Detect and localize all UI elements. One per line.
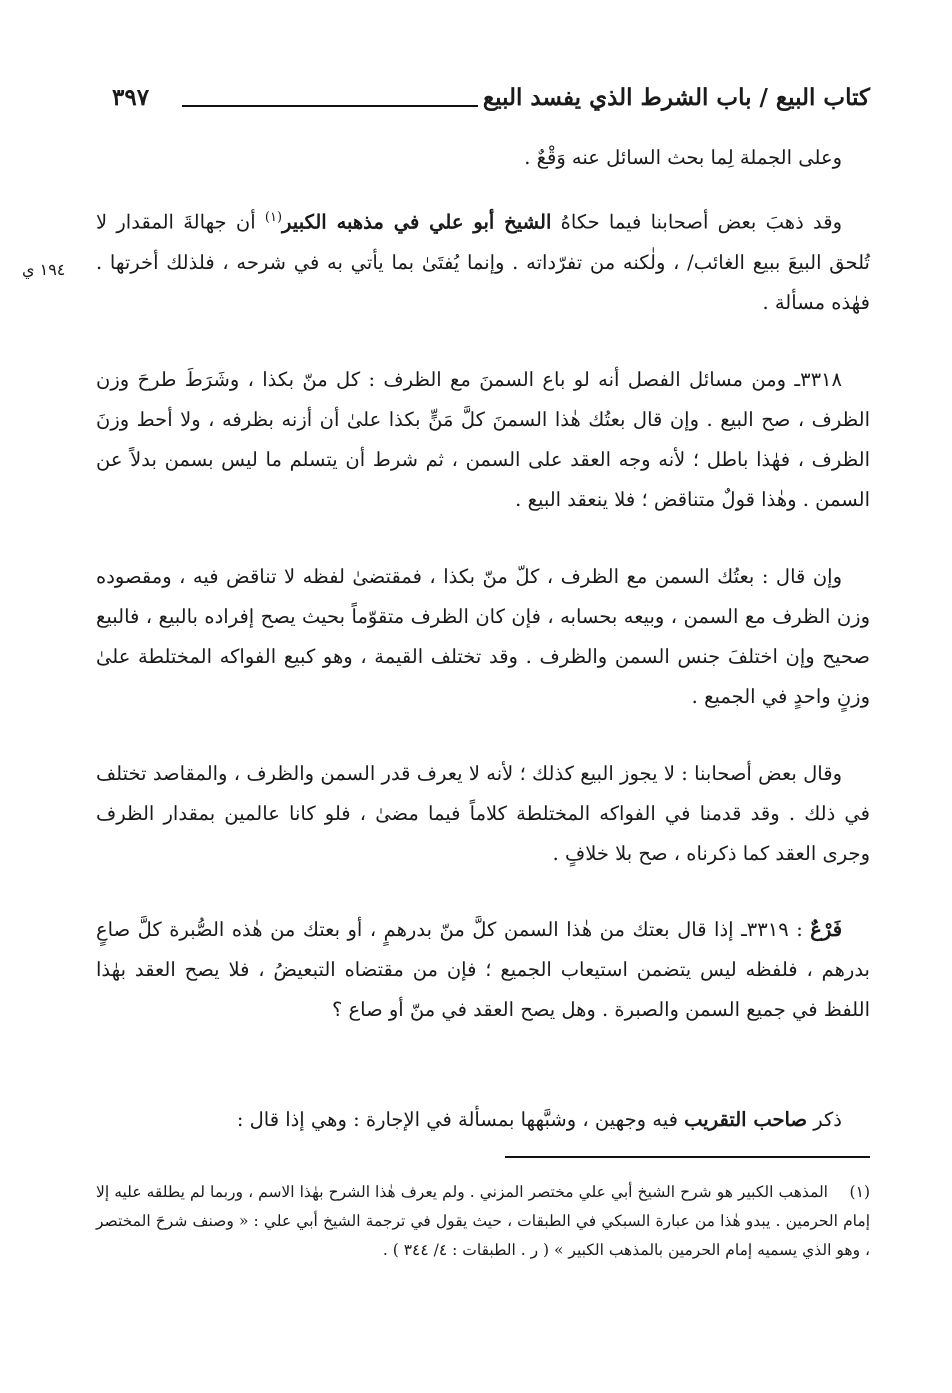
paragraph-5-text: وقال بعض أصحابنا : لا يجوز البيع كذلك ؛ لأنه لا يعرف قدر السمن والظرف ، والمقاصد تختلف في ذلك . وقد قدمنا في الفواكه المختلطة كلاماً فيما مضىٰ ، فلو كانا عالمين بمقدار الظرف وجرى العقد كما ذكرناه ، صح بلا خلافٍ . bbox=[96, 762, 870, 865]
paragraph-2-text-a: وقد ذهبَ بعض أصحابنا فيما حكاهُ bbox=[551, 210, 842, 234]
paragraph-3-text: ٣٣١٨ـ ومن مسائل الفصل أنه لو باع السمنَ مع الظرف : كل منّ بكذا ، وشَرَطَ طرحَ وزن الظرف ، صح البيع . وإن قال بعتُك هٰذا السمنَ كلَّ مَنٍّ بكذا علىٰ أن أزنه بظرفه ، ولا أحط وزنَ الظرف ، فهٰذا باطل ؛ لأنه وجه العقد على السمن ، ثم شرط أن يتسلم ما ليس بسمن بدلاً عن السمن . وهٰذا قولٌ متناقض ؛ فلا ينعقد البيع . bbox=[96, 368, 870, 511]
footnote-number: (١) bbox=[849, 1183, 870, 1201]
paragraph-3 bbox=[96, 360, 870, 520]
margin-page-ref: ١٩٤ ي bbox=[22, 260, 66, 279]
paragraph-2 bbox=[96, 198, 870, 323]
footnote-rule bbox=[505, 1156, 870, 1158]
paragraph-4 bbox=[96, 557, 870, 717]
page-number: ٣٩٧ bbox=[112, 84, 150, 111]
paragraph-6 bbox=[96, 910, 870, 1030]
footnote-ref: (١) bbox=[264, 210, 283, 225]
paragraph-7-text-c: فيه وجهين ، وشبَّهها بمسألة في الإجارة : وهي إذا قال : bbox=[236, 1108, 685, 1131]
far-heading: فَرْعٌ bbox=[810, 918, 843, 941]
paragraph-1 bbox=[96, 138, 870, 178]
paragraph-4-text: وإن قال : بعتُك السمن مع الظرف ، كلّ منّ بكذا ، فمقتضىٰ لفظه لا تناقض فيه ، ومقصوده وزن الظرف مع السمن ، وبيعه بحسابه ، فإن كان الظرف متقوّماً بحيث يصح إفراده بالبيع ، فالبيع صحيح وإن اختلفَ جنس السمن والظرف . وقد تختلف القيمة ، وهو كبيع الفواكه المختلطة علىٰ وزنٍ واحدٍ في الجميع . bbox=[96, 565, 870, 708]
paragraph-5 bbox=[96, 754, 870, 874]
paragraph-7-bold: صاحب التقريب bbox=[684, 1108, 808, 1131]
paragraph-7 bbox=[96, 1100, 870, 1140]
paragraph-2-text-c: أن جهالةَ المقدار لا تُلحق البيعَ ببيع الغائب/ ، ولٰكنه من تفرّداته . وإنما يُفتَىٰ بما يأتي به في شرحه ، فلذلك أخرتها . فهٰذه مسألة . bbox=[96, 210, 870, 314]
header-title: كتاب البيع / باب الشرط الذي يفسد البيع bbox=[482, 84, 870, 111]
running-header bbox=[112, 84, 870, 124]
footnote-text: المذهب الكبير هو شرح الشيخ أبي علي مختصر المزني . ولم يعرف هٰذا الشرح بهٰذا الاسم ، وربما لم يطلقه عليه إلا إمام الحرمين . يبدو هٰذا من عبارة السبكي في الطبقات ، حيث يقول في ترجمة الشيخ أبي علي : « وصنف شرحَ المختصر ، وهو الذي يسميه إمام الحرمين بالمذهب الكبير » ( ر . الطبقات : ٤/ ٣٤٤ ) . bbox=[96, 1183, 870, 1259]
paragraph-6-text: : ٣٣١٩ـ إذا قال بعتك من هٰذا السمن كلَّ منّ بدرهمٍ ، أو بعتك من هٰذه الصُّبرة كلَّ صاعٍ بدرهم ، فلفظه ليس يتضمن استيعاب الجميع ؛ فإن من مقتضاه التبعيضُ ، فلا يصح العقد بهٰذا اللفظ في جميع السمن والصبرة . وهل يصح العقد في منّ أو صاع ؟ bbox=[96, 918, 870, 1021]
paragraph-1-text: وعلى الجملة لِما بحث السائل عنه وَقْعٌ . bbox=[524, 146, 842, 169]
paragraph-7-text-a: ذكر bbox=[807, 1108, 842, 1131]
footnote bbox=[96, 1178, 870, 1265]
header-rule bbox=[182, 105, 478, 107]
paragraph-2-bold: الشيخ أبو علي في مذهبه الكبير bbox=[282, 210, 552, 234]
